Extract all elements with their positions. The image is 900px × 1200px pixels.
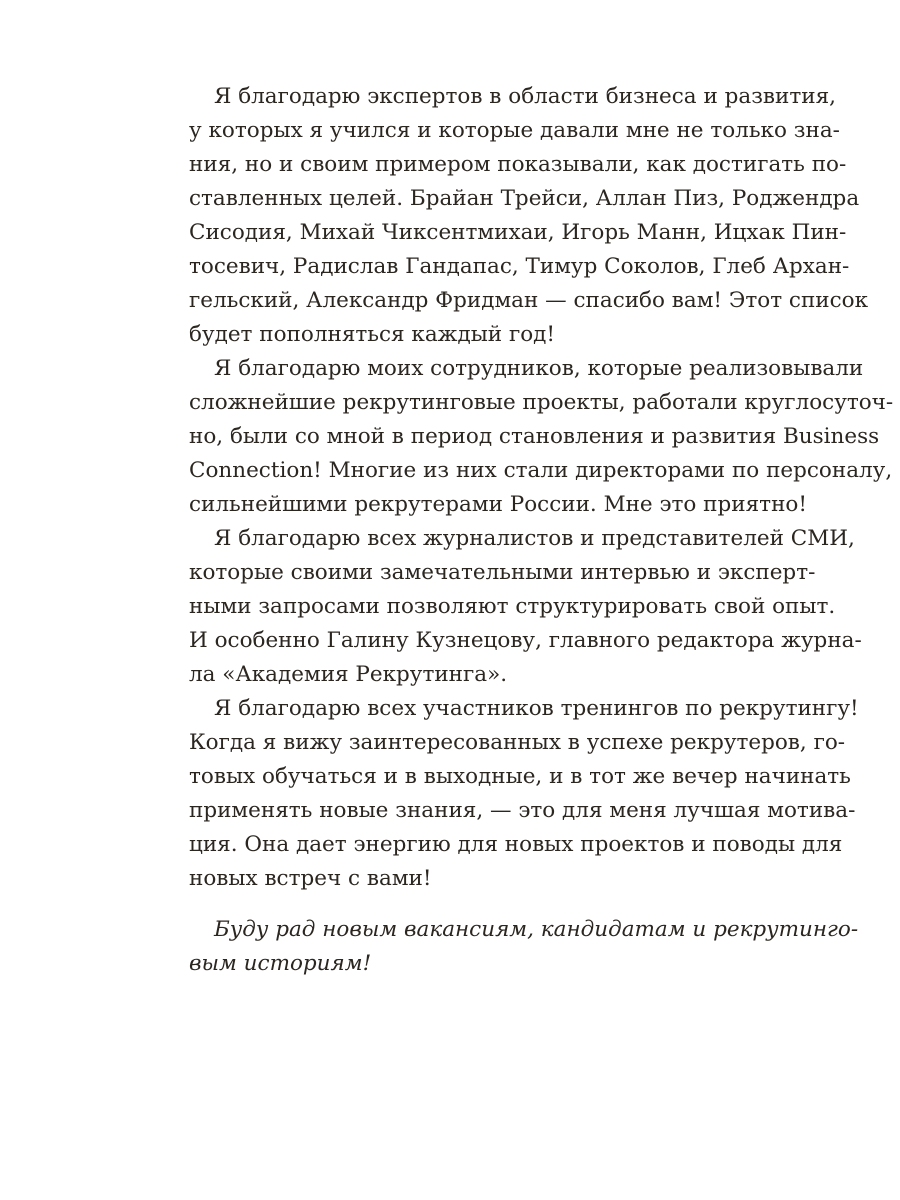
text-line: но, были со мной в период становления и развития Business	[189, 424, 880, 449]
text-line: тосевич, Радислав Гандапас, Тимур Соколов, Глеб Архан-	[189, 254, 850, 279]
text-line: Когда я вижу заинтересованных в успехе рекрутеров, го-	[189, 730, 846, 755]
text-line: Connection! Многие из них стали директорами по персоналу,	[189, 458, 893, 483]
text-line: Я благодарю экспертов в области бизнеса и развития,	[214, 84, 836, 109]
closing-note	[189, 913, 859, 981]
text-line: Буду рад новым вакансиям, кандидатам и рекрутинго-	[214, 917, 859, 942]
text-line: вым историям!	[189, 951, 372, 976]
text-line: у которых я учился и которые давали мне не только зна-	[189, 118, 840, 143]
text-line: ла «Академия Рекрутинга».	[189, 662, 508, 687]
text-line: товых обучаться и в выходные, и в тот же вечер начинать	[189, 764, 851, 789]
text-line: ция. Она дает энергию для новых проектов и поводы для	[189, 832, 843, 857]
paragraph-experts	[189, 80, 869, 352]
text-line: применять новые знания, — это для меня лучшая мотива-	[189, 798, 856, 823]
text-line: ными запросами позволяют структурировать свой опыт.	[189, 594, 836, 619]
text-line: ставленных целей. Брайан Трейси, Аллан Пиз, Роджендра	[189, 186, 860, 211]
text-line: ния, но и своим примером показывали, как достигать по-	[189, 152, 847, 177]
paragraph-journalists	[189, 522, 862, 692]
text-line: гельский, Александр Фридман — спасибо вам! Этот список	[189, 288, 869, 313]
text-line: новых встреч с вами!	[189, 866, 432, 891]
text-line: Я благодарю всех журналистов и представителей СМИ,	[214, 526, 855, 551]
text-line: Я благодарю моих сотрудников, которые реализовывали	[214, 356, 864, 381]
text-line: Я благодарю всех участников тренингов по рекрутингу!	[214, 696, 859, 721]
text-line: которые своими замечательными интервью и эксперт-	[189, 560, 816, 585]
text-line: сильнейшими рекрутерами России. Мне это приятно!	[189, 492, 807, 517]
text-line: Сисодия, Михай Чиксентмихаи, Игорь Манн, Ицхак Пин-	[189, 220, 847, 245]
paragraph-employees	[189, 352, 894, 522]
text-line: сложнейшие рекрутинговые проекты, работали круглосуточ-	[189, 390, 894, 415]
text-line: будет пополняться каждый год!	[189, 322, 556, 347]
text-line: И особенно Галину Кузнецову, главного редактора журна-	[189, 628, 862, 653]
paragraph-trainees	[189, 692, 859, 896]
acknowledgements-text	[189, 80, 894, 896]
